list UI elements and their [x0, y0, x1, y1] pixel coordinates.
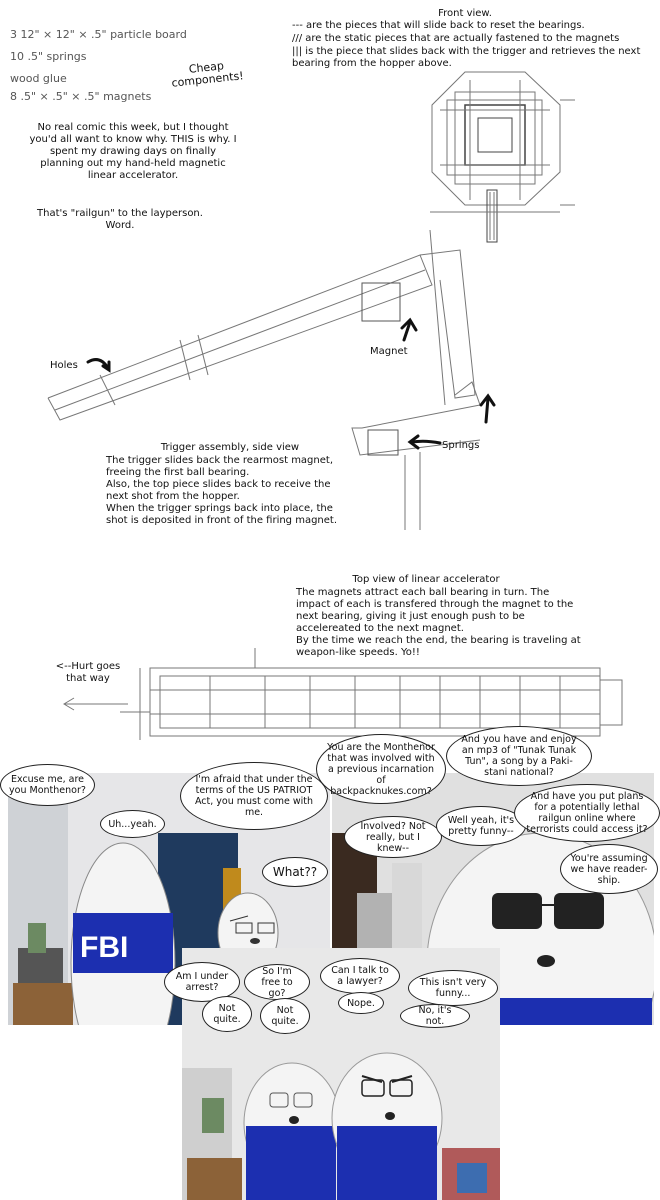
parts-list-line-2: 10 .5" springs — [10, 50, 87, 63]
fbi-badge-text: FBI — [80, 931, 129, 964]
speech-bubble: Excuse me, are you Monthenor? — [0, 764, 95, 806]
springs-label: Springs — [442, 440, 480, 451]
speech-bubble: You're assuming we have reader-ship. — [560, 844, 658, 894]
speech-bubble: Not quite. — [202, 996, 252, 1032]
holes-label: Holes — [50, 360, 78, 371]
speech-bubble: You are the Monthenor that was involved with a previous incarnation of backpacknukes.com? — [316, 734, 446, 804]
speech-bubble: Am I under arrest? — [164, 962, 240, 1002]
parts-list-line-1: 3 12" × 12" × .5" particle board — [10, 28, 187, 41]
speech-bubble: No, it's not. — [400, 1004, 470, 1028]
top-view-caption-title: Top view of linear accelerator — [352, 574, 500, 585]
speech-bubble: Involved? Not really, but I knew-- — [344, 816, 442, 858]
speech-bubble: Well yeah, it's pretty funny-- — [436, 806, 526, 846]
front-view-title: Front view. — [438, 8, 492, 19]
speech-bubble: Not quite. — [260, 998, 310, 1034]
speech-bubble: This isn't very funny... — [408, 970, 498, 1006]
magnet-label: Magnet — [370, 346, 408, 357]
trigger-caption-title: Trigger assembly, side view — [160, 442, 300, 453]
parts-list-line-4: 8 .5" × .5" × .5" magnets — [10, 90, 152, 103]
cheap-components-note: Cheap components! — [170, 59, 245, 90]
front-view-line-2: /// are the static pieces that are actually fastened to the magnets — [292, 33, 620, 44]
speech-bubble: And have you put plans for a potentially lethal railgun online where terrorists could access it? — [514, 784, 660, 842]
speech-bubble: Nope. — [338, 992, 384, 1014]
speech-bubble: So I'm free to go? — [244, 964, 310, 1000]
trigger-caption: The trigger slides back the rearmost magnet, freeing the first ball bearing. Also, the top piece slides back to receive the next shot from the hopper. When the trigger springs back into place, the shot is deposited in front of the firing magnet. — [106, 455, 338, 526]
intro-paragraph: No real comic this week, but I thought you'd all want to know why. THIS is why. I spent my drawing days on finally planning out my hand-held magnetic linear accelerator. — [29, 122, 237, 181]
hurt-label: <--Hurt goes that way — [55, 661, 121, 684]
speech-bubble: Can I talk to a lawyer? — [320, 958, 400, 994]
speech-bubble: And you have and enjoy an mp3 of "Tunak Tunak Tun", a song by a Paki-stani national? — [446, 726, 592, 786]
parts-list-line-3: wood glue — [10, 72, 67, 85]
front-view-line-3: ||| is the piece that slides back with the trigger and retrieves the next bearing from the hopper above. — [292, 46, 641, 69]
front-view-line-1: --- are the pieces that will slide back to reset the bearings. — [292, 20, 585, 31]
top-view-caption: The magnets attract each ball bearing in turn. The impact of each is transfered through the magnet to the next bearing, giving it just enough push to be accelereated to the next magnet. By the time we reach the end, the bearing is traveling at weapon-like speeds. Yo!! — [296, 587, 581, 658]
speech-bubble: Uh...yeah. — [100, 810, 165, 838]
speech-bubble: What?? — [262, 857, 328, 887]
railgun-note: That's "railgun" to the layperson. Word. — [37, 208, 203, 231]
speech-bubble: I'm afraid that under the terms of the US PATRIOT Act, you must come with me. — [180, 762, 328, 830]
